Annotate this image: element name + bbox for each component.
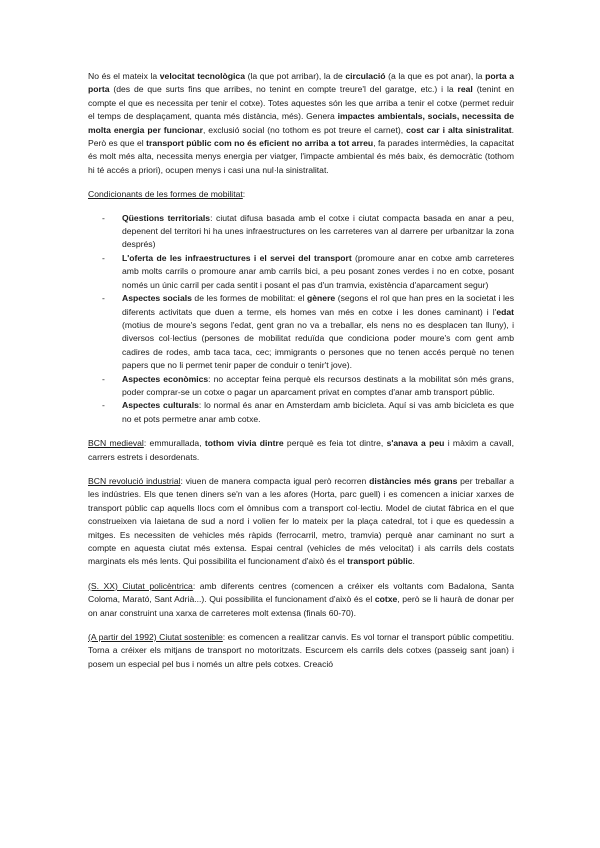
industrial-paragraph xyxy=(88,475,514,569)
section-heading: (S. XX) Ciutat policèntrica xyxy=(88,580,193,591)
text: (segons el rol que han pres en la societat i les diferents activitats que duen a terme, els homes van més en cotxe i les dones caminant) i l' xyxy=(122,293,514,317)
text: . xyxy=(412,556,415,567)
bold-text: edat xyxy=(496,306,514,317)
bold-text: Aspectes culturals xyxy=(122,400,199,411)
text: : es comencen a realitzar canvis. Es vol tornar el transport públic competitiu. Torna a créixer els mitjans de transport no motoritzats. Escurcem els carrils dels cotxes (passeig sant joan) i posem un especial pel bus i només un altre pels cotxes. Creació xyxy=(88,632,515,669)
medieval-paragraph xyxy=(88,437,514,464)
text: : viuen de manera compacta igual però recorren xyxy=(180,475,370,486)
text: : xyxy=(242,189,246,200)
text: , però se li haurà de donar per on anar construint una xarxa de carreteres molt extensa (finals 60-70). xyxy=(88,594,514,618)
text: (des de que surts fins que arribes, no tenint en compte treure'l del garatge, etc.) i la xyxy=(109,84,458,95)
text: : amb diferents centres (comencen a créixer els voltants com Badalona, Santa Coloma, Marató, Sant Adrià...). Qui possibilita el funcionament d'això és el xyxy=(88,580,514,605)
bold-text: Aspectes econòmics xyxy=(122,373,209,384)
section-heading: Condicionants de les formes de mobilitat xyxy=(88,189,243,200)
conditions-heading xyxy=(88,188,514,201)
section-heading: BCN medieval xyxy=(88,438,144,449)
text: : emmurallada, xyxy=(143,438,205,449)
text: de les formes de mobilitat: el xyxy=(191,293,308,304)
text: perquè es feia tot dintre, xyxy=(283,438,387,449)
bold-text: transport públic xyxy=(347,556,413,567)
polycentric-paragraph xyxy=(88,580,514,620)
text: (tenint en compte el que es necessita per tenir el cotxe). Totes aquestes són les que arriba a tenir el cotxe (permet reduir el temps de desplaçament, quanta més distància, més). Genera xyxy=(88,84,515,122)
list-item xyxy=(122,373,514,400)
text: (la que pot arribar), la de xyxy=(244,71,346,81)
text: No és el mateix la xyxy=(88,71,160,81)
list-item xyxy=(122,252,514,292)
bold-text: cotxe xyxy=(374,594,398,605)
bold-text: impactes ambientals, socials, necessita de molta energia per funcionar xyxy=(88,111,514,135)
text: , exclusió social (no tothom es pot treure el carnet), xyxy=(202,124,407,135)
section-heading: BCN revolució industrial xyxy=(88,475,181,486)
list-item xyxy=(122,399,514,426)
bold-text: gènere xyxy=(307,293,336,304)
bold-text: s'anava a peu xyxy=(386,438,445,449)
intro-paragraph xyxy=(88,70,514,177)
bold-text: real xyxy=(457,84,473,95)
text: , fa parades intermèdies, la capacitat és molt més alta, necessita menys energia per viatger, l'impacte ambiental és més baix, és democràtic (tothom hi té accés a priori), ocupen menys i casi una nul·la sinistralitat. xyxy=(88,138,514,175)
text: (motius de moure's segons l'edat, gent gran no va a treballar, els nens no es desplacen tan lluny), i diversos col·lectius (persones de mobilitat reduïda que condiciona poder moure's com gent amb cadires de rodes, amb taca taca, cec; immigrants o persones que no tenen accés perquè no tenen papers que no li permet tenir paper de conduir o tenir't jove). xyxy=(122,319,514,371)
bold-text: cost car i alta sinistralitat xyxy=(406,124,512,135)
text: . Però es que el xyxy=(88,124,514,149)
text: i màxim a cavall, carrers estrets i desordenats. xyxy=(88,438,514,462)
bold-text: velocitat tecnològica xyxy=(159,71,245,81)
bold-text: Aspectes socials xyxy=(122,293,192,304)
list-item xyxy=(122,212,514,252)
bold-text: L'oferta de les infraestructures i el servei del transport xyxy=(122,252,352,263)
conditions-list xyxy=(88,212,514,427)
bold-text: tothom vivia dintre xyxy=(204,438,284,449)
text: (a la que es pot anar), la xyxy=(385,71,486,81)
list-item xyxy=(122,292,514,372)
bold-text: distàncies més grans xyxy=(369,475,458,486)
text: : lo normal és anar en Amsterdam amb bicicleta. Aquí si vas amb bicicleta es que no et pots permetre anar amb cotxe. xyxy=(122,400,514,424)
sustainable-paragraph xyxy=(88,631,514,671)
section-heading: (A partir del 1992) Ciutat sostenible xyxy=(88,632,223,643)
bold-text: circulació xyxy=(345,71,386,81)
text: per treballar a les indústries. Els que tenen diners se'n van a les afores (Horta, parc guell) i es comencen a iniciar xarxes de transport públic cap aquells llocs com el òmnibus com a transport col·lectiu. Model de ciutat fàbrica en el que construeixen via laietana de sud a nord i volien fer lo mateix per la plaça catedral, tot i que es quedessin a mitges. Es necessiten de vehicles més ràpids (ferrocarril, metro, tramvia) perquè anar caminant no surt a compte en aquesta ciutat més extensa. Espai central (vehicles de més velocitat) i als carrils dels costats marginats els més lents. Qui possibilita el funcionament d'això és el xyxy=(88,475,514,567)
bold-text: transport públic com no és eficient no arriba a tot arreu xyxy=(146,138,374,149)
text: : ciutat difusa basada amb el cotxe i ciutat compacta basada en anar a peu, depenent del territori hi ha unes infraestructures on les carreteres van al darrere per urbanitzar la zona després) xyxy=(122,212,515,250)
text: (promoure anar en cotxe amb carreteres amb molts carrils o promoure anar amb carrils bici, a peu posant zones verdes i no en cotxe, posant només un únic carril per cada sentit i posant el pas d'un tramvia, existència d'aparcament segur) xyxy=(122,252,515,290)
text: : no acceptar feina perquè els recursos destinats a la mobilitat són més grans, poder comprar-se un cotxe o pagar un aparcament privat en comptes d'anar amb transport públic. xyxy=(122,373,514,397)
bold-text: porta a porta xyxy=(88,71,514,95)
bold-text: Qüestions territorials xyxy=(122,212,211,223)
